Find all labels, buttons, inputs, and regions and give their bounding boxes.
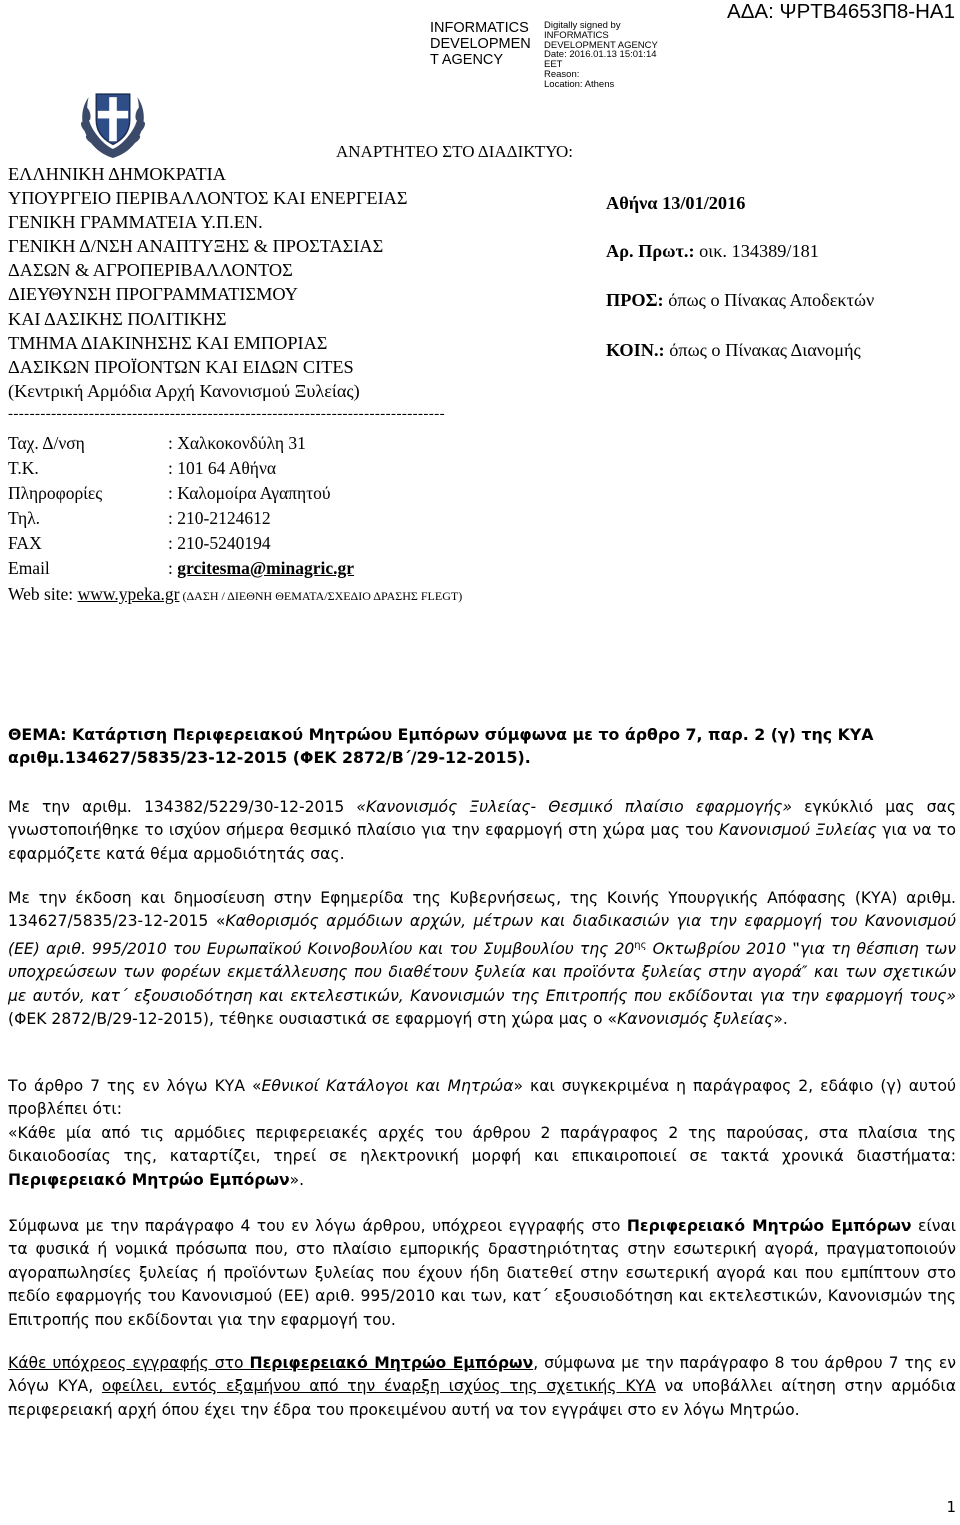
email-prefix: : xyxy=(168,558,178,578)
postcode-row xyxy=(8,457,276,479)
greek-emblem-icon xyxy=(75,85,151,161)
signature-details xyxy=(544,21,674,90)
text-span: » και συγκεκριμένα η παράγραφος 2, εδάφιο (γ) αυτού προβλέπει ότι: xyxy=(8,1077,957,1119)
posting-note: ΑΝΑΡΤΗΤΕΟ ΣΤΟ ΔΙΑΔΙΚΤΥΟ: xyxy=(336,142,573,161)
phone-row xyxy=(8,507,271,529)
signature-detail-line: EET xyxy=(544,59,563,71)
registry-name: Περιφερειακό Μητρώο Εμπόρων xyxy=(626,1217,912,1235)
authority-line: ΔΑΣΙΚΩΝ ΠΡΟΪΟΝΤΩΝ ΚΑΙ ΕΙΔΩΝ CITES xyxy=(8,356,354,377)
subject: ΘΕΜΑ: Κατάρτιση Περιφερειακού Μητρώου Εμπόρων σύμφωνα με το άρθρο 7, παρ. 2 (γ) της ΚΥΑ αριθμ.134627/5835/23-12-2015 (ΦΕΚ 2872/Β΄/29-12-2015). xyxy=(8,725,874,768)
text-span: , σύμφωνα με την παράγραφο 8 του άρθρου 7 της εν λόγω ΚΥΑ, xyxy=(8,1354,956,1396)
phone-label: Τηλ. xyxy=(8,508,41,528)
kya-title-cont: Οκτωβρίου 2010 ‟για τη θέσπιση των υποχρεώσεων των φορέων εκμετάλλευσης που διαθέτουν ξυλεία και προϊόντα ξυλείας στην αγορά″ και των σχετικών με αυτόν, κατ΄ εξουσιοδότηση και εκτελεστικών, Κανονισμών της Επιτροπής που εκδίδονται για την εφαρμογή τους» xyxy=(8,940,956,1005)
signature-name-line: INFORMATICS xyxy=(430,20,529,36)
paragraph-1 xyxy=(8,796,956,866)
signature-detail-line: Reason: xyxy=(544,68,580,80)
regulation-name: Κανονισμού Ξυλείας xyxy=(718,821,877,840)
underlined-text: Κάθε υπόχρεος εγγραφής στο xyxy=(8,1354,250,1372)
postcode-label: Τ.Κ. xyxy=(8,458,39,478)
kya-title: Καθορισμός αρμόδιων αρχών, μέτρων και διαδικασιών για την εφαρμογή του Κανονισμού (ΕΕ) αριθ. 995/2010 του Ευρωπαϊκού Κοινοβουλίου και του Συμβουλίου της 20 xyxy=(8,912,956,958)
recipients xyxy=(606,289,874,311)
ordinal-suffix: ης xyxy=(634,939,647,951)
signature-name-line: T AGENCY xyxy=(430,52,504,68)
issuing-authority xyxy=(8,162,598,403)
email-label: Email xyxy=(8,558,50,578)
signature-detail-line: Location: Athens xyxy=(544,78,615,90)
to-value: όπως ο Πίνακας Αποδεκτών xyxy=(663,290,875,310)
ada-code: ΑΔΑ: ΨΡΤΒ4653Π8-ΗΑ1 xyxy=(727,0,955,23)
email-row xyxy=(8,557,354,579)
authority-line: ΤΜΗΜΑ ΔΙΑΚΙΝΗΣΗΣ ΚΑΙ ΕΜΠΟΡΙΑΣ xyxy=(8,332,328,353)
document-date xyxy=(606,192,745,214)
quoted-provision: «Κάθε μία από τις αρμόδιες περιφερειακές αρχές του άρθρου 2 παράγραφος 2 της παρούσας, στα πλαίσια της δικαιοδοσίας της, καταρτίζει, τηρεί σε ηλεκτρονική μορφή και επικαιροποιεί σε τακτά χρονικά διαστήματα: xyxy=(8,1123,956,1166)
fax-value: : 210-5240194 xyxy=(168,533,271,553)
text-span: να υποβάλλει αίτηση στην αρμόδια περιφερειακή αρχή όπου έχει την έδρα του προκειμένου αυτή να τον εγγράψει στο εν λόγω Μητρώο. xyxy=(8,1377,956,1419)
email-link[interactable]: grcitesma@minagric.gr xyxy=(177,558,355,578)
signature-name-line: DEVELOPMEN xyxy=(430,36,531,52)
text-span: είναι τα φυσικά ή νομικά πρόσωπα που, στο πλαίσιο εμπορικής δραστηριότητας στην εσωτερική αγορά, πραγματοποιούν αγοραπωλησίες ξυλείας ή προϊόντων ξυλείας που έχουν ήδη διατεθεί στην εσωτερική αγορά και που εμπίπτουν στο πεδίο εφαρμογής του Κανονισμού (ΕΕ) αριθ. 995/2010 και των, κατ΄ εξουσιοδότηση και εκτελεστικών, Κανονισμών της Επιτροπής που εκδίδονται για την εφαρμογή του. xyxy=(8,1217,957,1329)
cc-label: ΚΟΙΝ.: xyxy=(606,340,665,360)
website-link[interactable]: www.ypeka.gr xyxy=(77,584,180,604)
authority-line: (Κεντρική Αρμόδια Αρχή Κανονισμού Ξυλείας) xyxy=(8,380,360,401)
regulation-name: Κανονισμός ξυλείας xyxy=(617,1010,774,1029)
protocol-value: οικ. 134389/181 xyxy=(694,241,819,261)
paragraph-5 xyxy=(8,1352,956,1422)
authority-line: ΔΑΣΩΝ & ΑΓΡΟΠΕΡΙΒΑΛΛΟΝΤΟΣ xyxy=(8,260,293,281)
authority-line: ΓΕΝΙΚΗ Δ/ΝΣΗ ΑΝΑΠΤΥΞΗΣ & ΠΡΟΣΤΑΣΙΑΣ xyxy=(8,236,384,257)
address-value: : Χαλκοκονδύλη 31 xyxy=(168,433,306,453)
authority-line: ΕΛΛΗΝΙΚΗ ΔΗΜΟΚΡΑΤΙΑ xyxy=(8,164,226,184)
registry-name: Περιφερειακό Μητρώο Εμπόρων xyxy=(8,1170,290,1189)
paragraph-3 xyxy=(8,1075,956,1192)
circular-title: «Κανονισμός Ξυλείας- Θεσμικό πλαίσιο εφαρμογής» xyxy=(356,798,792,816)
website-label: Web site: xyxy=(8,584,78,604)
text-span: εγκύκλιό μας σας γνωστοποιήθηκε το ισχύον σήμερα θεσμικό πλαίσιο για την εφαρμογή στη χώρα μας του xyxy=(8,798,956,840)
authority-line: ΚΑΙ ΔΑΣΙΚΗΣ ΠΟΛΙΤΙΚΗΣ xyxy=(8,308,227,329)
text-span: Με την αριθμ. 134382/5229/30-12-2015 xyxy=(8,798,357,816)
text-span: για να το εφαρμόζετε κατά θέμα αρμοδιότητάς σας. xyxy=(8,821,956,863)
authority-line: ΥΠΟΥΡΓΕΙΟ ΠΕΡΙΒΑΛΛΟΝΤΟΣ ΚΑΙ ΕΝΕΡΓΕΙΑΣ xyxy=(8,188,408,209)
phone-value: : 210-2124612 xyxy=(168,508,271,528)
website-note: (ΔΑΣΗ / ΔΙΕΘΝΗ ΘΕΜΑΤΑ/ΣΧΕΔΙΟ ΔΡΑΣΗΣ FLEGT) xyxy=(179,589,463,603)
protocol-number xyxy=(606,240,819,262)
info-row xyxy=(8,482,331,504)
address-label: Ταχ. Δ/νση xyxy=(8,433,85,453)
authority-line: ΓΕΝΙΚΗ ΓΡΑΜΜΑΤΕΙΑ Υ.Π.ΕΝ. xyxy=(8,212,263,233)
text-span: Το άρθρο 7 της εν λόγω ΚΥΑ « xyxy=(8,1077,262,1095)
website-row xyxy=(8,583,462,607)
fax-label: FAX xyxy=(8,533,42,553)
deadline-text: οφείλει, εντός εξαμήνου από την έναρξη ισχύος της σχετικής ΚΥΑ xyxy=(101,1377,656,1396)
text-span: ». xyxy=(773,1010,788,1029)
carbon-copy xyxy=(606,339,861,361)
text-span: Σύμφωνα με την παράγραφο 4 του εν λόγω άρθρου, υπόχρεοι εγγραφής στο xyxy=(8,1217,627,1235)
to-label: ΠΡΟΣ: xyxy=(606,290,664,310)
postcode-value: : 101 64 Αθήνα xyxy=(168,458,277,478)
date-text: Αθήνα 13/01/2016 xyxy=(606,193,746,213)
info-label: Πληροφορίες xyxy=(8,483,103,503)
fax-row xyxy=(8,532,271,554)
cc-value: όπως ο Πίνακας Διανομής xyxy=(664,340,861,360)
signature-detail-line: INFORMATICS xyxy=(544,29,609,41)
signature-detail-line: DEVELOPMENT AGENCY xyxy=(544,39,658,51)
info-value: : Καλομοίρα Αγαπητού xyxy=(168,483,331,503)
signature-detail-line: Digitally signed by xyxy=(544,20,621,31)
paragraph-4 xyxy=(8,1215,956,1332)
page-number: 1 xyxy=(946,1498,956,1516)
text-span: Με την έκδοση και δημοσίευση στην Εφημερίδα της Κυβερνήσεως, της Κοινής Υπουργικής Απόφασης (ΚΥΑ) αριθμ. 134627/5835/23-12-2015 « xyxy=(8,889,956,931)
signature-detail-line: Date: 2016.01.13 15:01:14 xyxy=(544,49,657,61)
protocol-label: Αρ. Πρωτ.: xyxy=(606,241,695,261)
article-title: Εθνικοί Κατάλογοι και Μητρώα xyxy=(261,1077,514,1095)
separator-line: --------------------------------------------------------------------------------- xyxy=(8,407,446,421)
paragraph-2 xyxy=(8,887,956,1032)
authority-line: ΔΙΕΥΘΥΝΣΗ ΠΡΟΓΡΑΜΜΑΤΙΣΜΟΥ xyxy=(8,284,298,305)
text-span: ». xyxy=(289,1170,305,1189)
text-span: (ΦΕΚ 2872/Β/29-12-2015), τέθηκε ουσιαστικά σε εφαρμογή στη χώρα μας ο « xyxy=(8,1010,618,1029)
signature-name xyxy=(430,20,540,68)
address-row xyxy=(8,432,306,454)
registry-name: Περιφερειακό Μητρώο Εμπόρων xyxy=(249,1354,534,1372)
